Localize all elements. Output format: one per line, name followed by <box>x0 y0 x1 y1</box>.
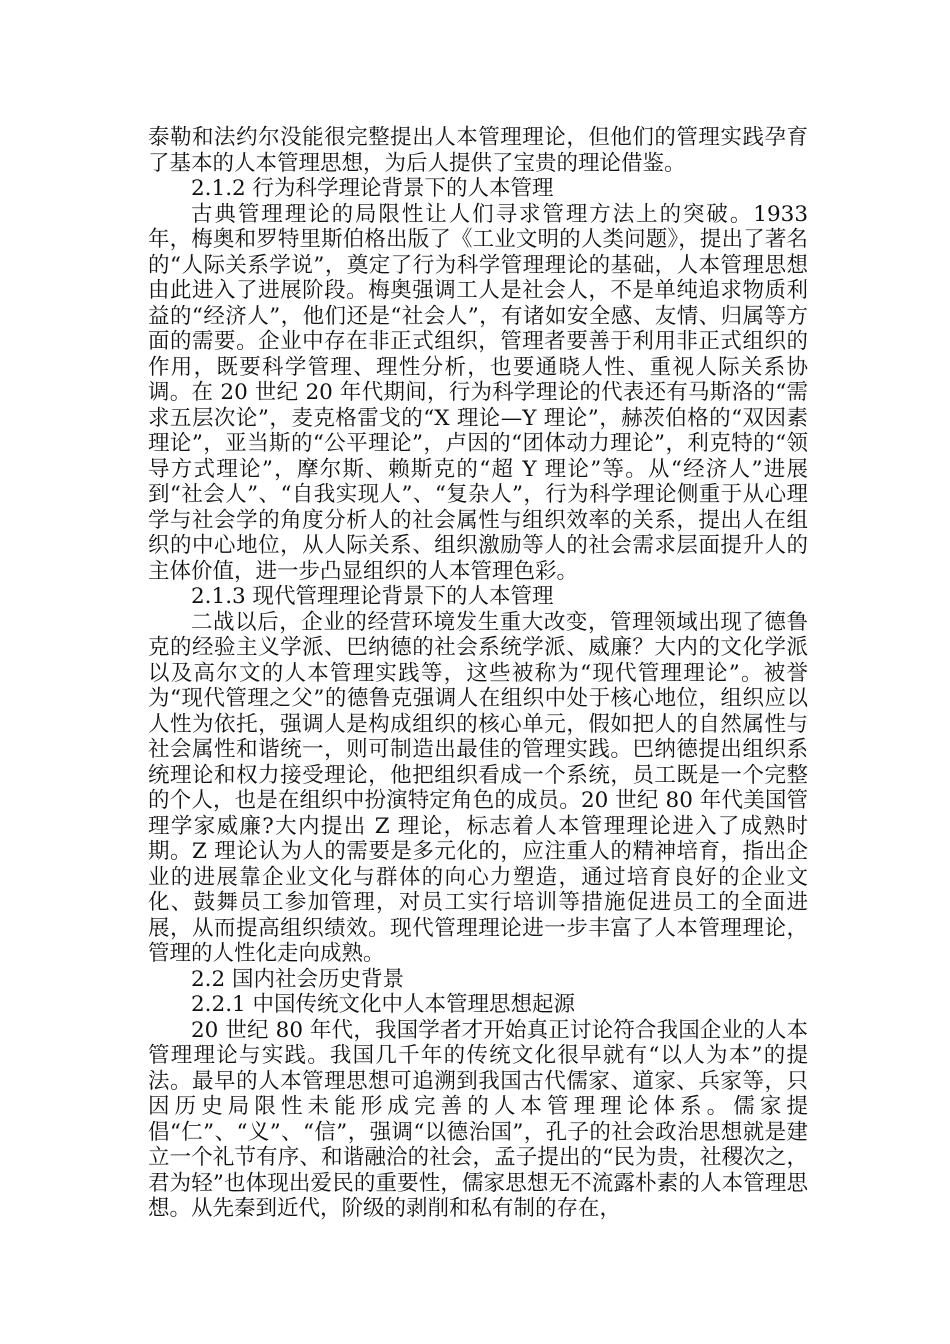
section-heading-2-2: 2.2 国内社会历史背景 <box>191 966 405 992</box>
section-heading-2-1-3: 2.1.3 现代管理理论背景下的人本管理 <box>191 584 554 609</box>
section-heading-2-2-1: 2.2.1 中国传统文化中人本管理思想起源 <box>191 992 576 1017</box>
document-page <box>148 125 808 1222</box>
paragraph-traditional-culture: 20 世纪 80 年代，我国学者才开始真正讨论符合我国企业的人本管理理论与实践。我国几千年的传统文化很早就有“以人为本”的提法。最早的人本管理思想可追溯到我国古代儒家、道家、兵家等，只因历史局限性未能形成完善的人本管理理论体系。儒家提倡“仁”、“义”、“信”，强调“以德治国”，孔子的社会政治思想就是建立一个礼节有序、和谐融洽的社会，孟子提出的“民为贵，社稷次之，君为轻”也体现出爱民的重要性，儒家思想无不流露朴素的人本管理思想。从先秦到近代，阶级的剥削和私有制的存在， <box>148 1017 808 1221</box>
section-heading-2-1-2: 2.1.2 行为科学理论背景下的人本管理 <box>191 176 554 201</box>
paragraph-behavioral-science: 古典管理理论的局限性让人们寻求管理方法上的突破。1933 年，梅奥和罗特里斯伯格出版了《工业文明的人类问题》，提出了著名的“人际关系学说”，奠定了行为科学管理理论的基础，人本管理思想由此进入了进展阶段。梅奥强调工人是社会人，不是单纯追求物质利益的“经济人”，他们还是“社会人”，有诸如安全感、友情、归属等方面的需要。企业中存在非正式组织，管理者要善于利用非正式组织的作用，既要科学管理、理性分析，也要通晓人性、重视人际关系协调。在 20 世纪 20 年代期间，行为科学理论的代表还有马斯洛的“需求五层次论”，麦克格雷戈的“X 理论—Y 理论”，赫茨伯格的“双因素理论”，亚当斯的“公平理论”，卢因的“团体动力理论”，利克特的“领导方式理论”，摩尔斯、赖斯克的“超 Y 理论”等。从“经济人”进展到“社会人”、“自我实现人”、“复杂人”，行为科学理论侧重于从心理学与社会学的角度分析人的社会属性与组织效率的关系，提出人在组织的中心地位，从人际关系、组织激励等人的社会需求层面提升人的主体价值，进一步凸显组织的人本管理色彩。 <box>148 201 808 584</box>
paragraph-continuation: 泰勒和法约尔没能很完整提出人本管理理论，但他们的管理实践孕育了基本的人本管理思想，为后人提供了宝贵的理论借鉴。 <box>148 125 808 176</box>
paragraph-modern-management: 二战以后，企业的经营环境发生重大改变，管理领域出现了德鲁克的经验主义学派、巴纳德的社会系统学派、威廉？大内的文化学派以及高尔文的人本管理实践等，这些被称为“现代管理理论”。被誉为“现代管理之父”的德鲁克强调人在组织中处于核心地位，组织应以人性为依托，强调人是构成组织的核心单元，假如把人的自然属性与社会属性和谐统一，则可制造出最佳的管理实践。巴纳德提出组织系统理论和权力接受理论，他把组织看成一个系统，员工既是一个完整的个人，也是在组织中扮演特定角色的成员。20 世纪 80 年代美国管理学家威廉?大内提出 Z 理论，标志着人本管理理论进入了成熟时期。Z 理论认为人的需要是多元化的，应注重人的精神培育，指出企业的进展靠企业文化与群体的向心力塑造，通过培育良好的企业文化、鼓舞员工参加管理，对员工实行培训等措施促进员工的全面进展，从而提高组织绩效。现代管理理论进一步丰富了人本管理理论，管理的人性化走向成熟。 <box>148 609 808 966</box>
